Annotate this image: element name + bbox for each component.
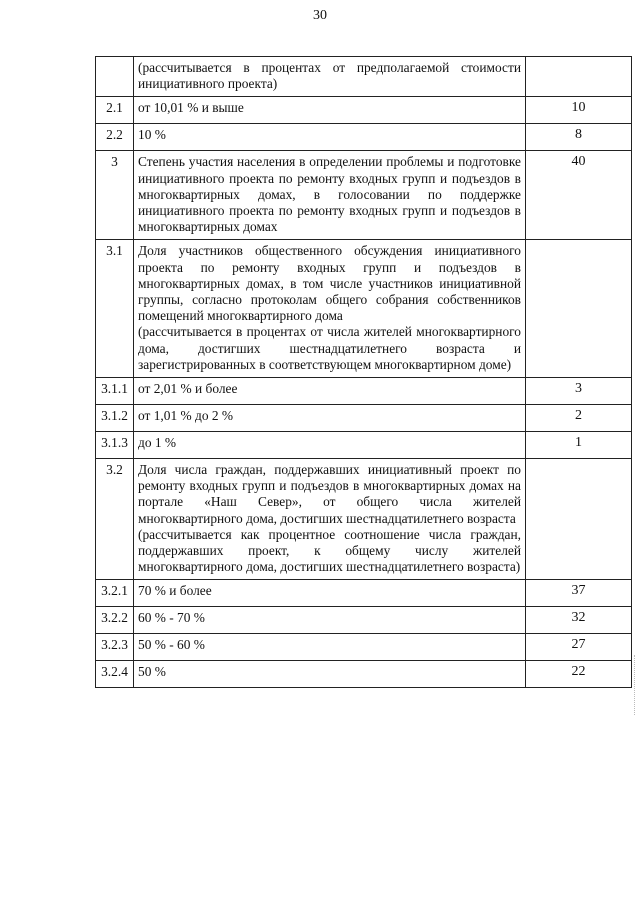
row-number: 2.1 [96, 97, 134, 124]
description-text: 60 % - 70 % [138, 610, 205, 626]
row-number [96, 57, 134, 97]
row-number: 3.2 [96, 459, 134, 580]
row-score [526, 459, 632, 580]
table-row [96, 378, 632, 405]
table-row [96, 661, 632, 688]
description-text: 50 % - 60 % [138, 637, 205, 653]
row-score: 2 [526, 405, 632, 432]
row-description [134, 124, 526, 151]
row-score: 1 [526, 432, 632, 459]
description-text: (рассчитывается в процентах от предполагаемой стоимости инициативного проекта) [138, 60, 521, 92]
description-text: от 1,01 % до 2 % [138, 408, 234, 424]
table-row [96, 124, 632, 151]
table-row [96, 97, 632, 124]
description-text: от 2,01 % и более [138, 381, 238, 397]
criteria-table [95, 56, 632, 688]
table-row [96, 580, 632, 607]
description-note: (рассчитывается в процентах от числа жителей многоквартирного дома, достигших шестнадцатилетнего возраста и зарегистрированных в соответствующем многоквартирном доме) [138, 324, 521, 372]
row-score [526, 240, 632, 378]
table-row [96, 151, 632, 240]
description-text: Степень участия населения в определении проблемы и подготовке инициативного проекта по ремонту входных групп и подъездов в многоквартирных домах, в голосовании по поддержке инициативного проекта по ремонту входных групп и подъездов в многоквартирных домах [138, 154, 521, 235]
row-description [134, 432, 526, 459]
row-description [134, 580, 526, 607]
row-description [134, 634, 526, 661]
row-description [134, 405, 526, 432]
table-row [96, 240, 632, 378]
row-description [134, 459, 526, 580]
row-score: 32 [526, 607, 632, 634]
row-score: 22 [526, 661, 632, 688]
row-score: 37 [526, 580, 632, 607]
row-number: 3.2.1 [96, 580, 134, 607]
description-text: Доля числа граждан, поддержавших инициативный проект по ремонту входных групп и подъездов в многоквартирных домах на портале «Наш Север», от общего числа жителей многоквартирного дома, достигших шестнадцатилетнего возраста [138, 462, 521, 526]
description-text: до 1 % [138, 435, 177, 451]
row-number: 3.2.4 [96, 661, 134, 688]
row-description [134, 378, 526, 405]
row-number: 2.2 [96, 124, 134, 151]
table-row [96, 432, 632, 459]
row-number: 3.2.3 [96, 634, 134, 661]
table-row [96, 459, 632, 580]
table-row [96, 607, 632, 634]
row-description [134, 607, 526, 634]
row-number: 3 [96, 151, 134, 240]
description-text: от 10,01 % и выше [138, 100, 244, 116]
row-description [134, 240, 526, 378]
description-text: Доля участников общественного обсуждения инициативного проекта по ремонту входных групп и подъездов в многоквартирных домах, в том числе участников инициативной группы, согласно протоколам общего собрания собственников помещений многоквартирного дома [138, 243, 521, 324]
description-text: 10 % [138, 127, 166, 143]
row-score: 8 [526, 124, 632, 151]
table-row [96, 57, 632, 97]
row-description [134, 151, 526, 240]
description-note: (рассчитывается как процентное соотношение числа граждан, поддержавших проект, к общему числу жителей многоквартирного дома, достигших шестнадцатилетнего возраста) [138, 526, 521, 575]
row-number: 3.1.1 [96, 378, 134, 405]
row-score: 27 [526, 634, 632, 661]
row-number: 3.1.3 [96, 432, 134, 459]
description-text: 70 % и более [138, 583, 212, 599]
table-row [96, 405, 632, 432]
row-number: 3.1.2 [96, 405, 134, 432]
description-text: 50 % [138, 664, 166, 680]
row-score: 40 [526, 151, 632, 240]
row-score: 3 [526, 378, 632, 405]
row-description [134, 661, 526, 688]
row-number: 3.1 [96, 240, 134, 378]
row-description [134, 57, 526, 97]
row-description [134, 97, 526, 124]
row-score: 10 [526, 97, 632, 124]
row-number: 3.2.2 [96, 607, 134, 634]
table-row [96, 634, 632, 661]
row-score [526, 57, 632, 97]
page-number: 30 [313, 8, 327, 23]
scan-edge-mark [634, 655, 639, 715]
